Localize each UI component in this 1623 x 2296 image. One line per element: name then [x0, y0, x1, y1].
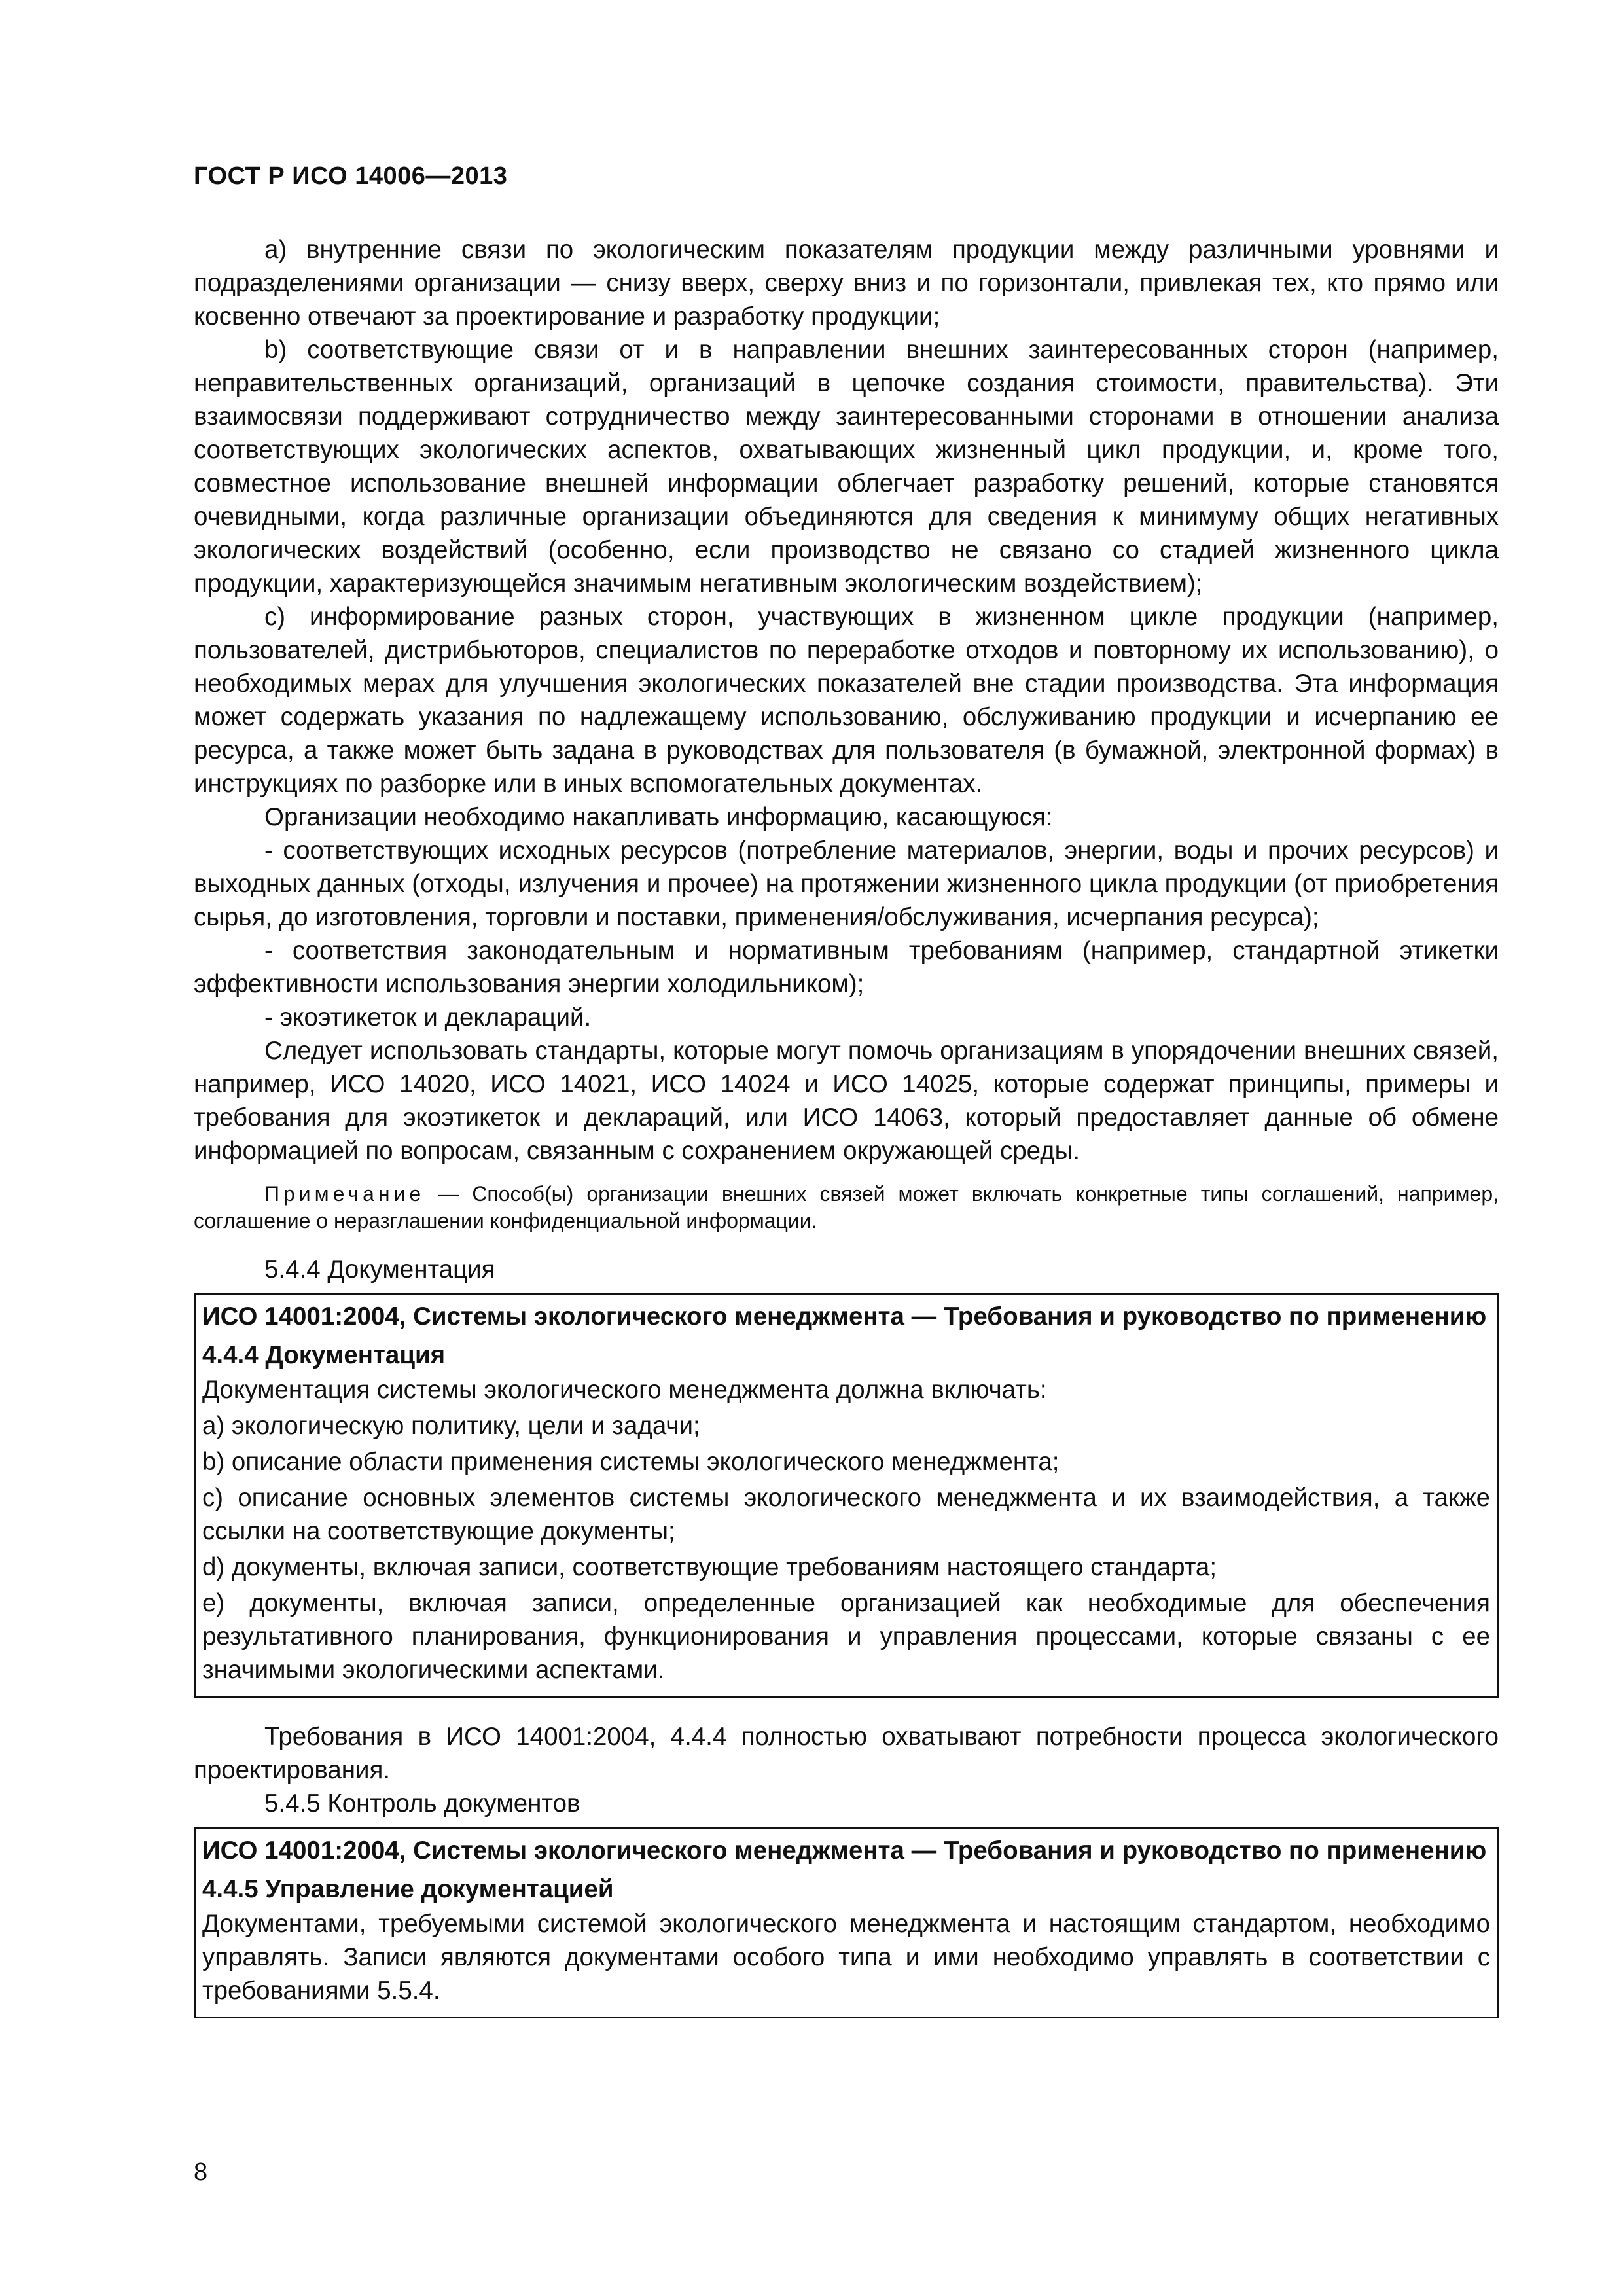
- quote-box-iso-14001-444: [194, 1293, 1499, 1698]
- quote-box-text: Документами, требуемыми системой экологического менеджмента и настоящим стандартом, необходимо управлять. Записи являются документами особого типа и ими необходимо управлять в соответствии с требованиями 5.5.4.: [202, 1910, 1490, 2005]
- bullet-ecolabels: - экоэтикеток и деклараций.: [264, 1003, 592, 1031]
- page-number: 8: [194, 2159, 208, 2186]
- quote-box-title: ИСО 14001:2004, Системы экологического менеджмента — Требования и руководство по применению: [202, 1302, 1487, 1331]
- quote-box-heading: 4.4.4 Документация: [202, 1341, 446, 1369]
- paragraph-item-c: c) информирование разных сторон, участвующих в жизненном цикле продукции (например, пользователей, дистрибьюторов, специалистов по переработке отходов и повторному их использованию), о необходимых мерах для улучшения экологических показателей вне стадии производства. Эта информация может содержать указания по надлежащему использованию, обслуживанию продукции и исчерпанию ее ресурса, а также может быть задана в руководствах для пользователя (в бумажной, электронной формах) в инструкциях по разборке или в иных вспомогательных документах.: [194, 603, 1499, 798]
- section-title-545: 5.4.5 Контроль документов: [264, 1789, 580, 1818]
- paragraph-standards: Следует использовать стандарты, которые могут помочь организациям в упорядочении внешних связей, например, ИСО 14020, ИСО 14021, ИСО 14024 и ИСО 14025, которые содержат принципы, примеры и требования для экоэтикеток и деклараций, или ИСО 14063, который предоставляет данные об обмене информацией по вопросам, связанным с сохранением окружающей среды.: [194, 1037, 1499, 1165]
- quote-box-heading: 4.4.5 Управление документацией: [202, 1875, 614, 1903]
- page-content: [194, 233, 1499, 2018]
- note-text: — Способ(ы) организации внешних связей может включать конкретные типы соглашений, например, соглашение о неразглашении конфиденциальной информации.: [194, 1182, 1499, 1232]
- paragraph-item-a: а) внутренние связи по экологическим показателям продукции между различными уровнями и подразделениями организации — снизу вверх, сверху вниз и по горизонтали, привлекая тех, кто прямо или косвенно отвечают за проектирование и разработку продукции;: [194, 236, 1499, 331]
- quote-box-item: c) описание основных элементов системы экологического менеджмента и их взаимодействия, а также ссылки на соответствующие документы;: [202, 1484, 1490, 1545]
- document-header: ГОСТ Р ИСО 14006—2013: [194, 162, 508, 190]
- bullet-compliance: - соответствия законодательным и нормативным требованиям (например, стандартной этикетки эффективности использования энергии холодильником);: [194, 937, 1499, 998]
- quote-box-item: b) описание области применения системы экологического менеджмента;: [202, 1448, 1060, 1476]
- quote-box-item: d) документы, включая записи, соответствующие требованиям настоящего стандарта;: [202, 1553, 1217, 1581]
- quote-box-intro: Документация системы экологического менеджмента должна включать:: [202, 1376, 1047, 1404]
- paragraph-after-box: Требования в ИСО 14001:2004, 4.4.4 полностью охватывают потребности процесса экологического проектирования.: [194, 1723, 1499, 1784]
- note-label: Примечание: [264, 1182, 425, 1206]
- quote-box-item: a) экологическую политику, цели и задачи;: [202, 1412, 700, 1440]
- quote-box-title: ИСО 14001:2004, Системы экологического менеджмента — Требования и руководство по применению: [202, 1837, 1487, 1865]
- section-title-544: 5.4.4 Документация: [264, 1255, 495, 1283]
- bullet-resources: - соответствующих исходных ресурсов (потребление материалов, энергии, воды и прочих ресурсов) и выходных данных (отходы, излучения и прочее) на протяжении жизненного цикла продукции (от приобретения сырья, до изготовления, торговли и поставки, применения/обслуживания, исчерпания ресурса);: [194, 836, 1499, 931]
- quote-box-iso-14001-445: [194, 1827, 1499, 2018]
- paragraph-info-intro: Организации необходимо накапливать информацию, касающуюся:: [264, 803, 1053, 831]
- paragraph-item-b: b) соответствующие связи от и в направлении внешних заинтересованных сторон (например, неправительственных организаций, организаций в цепочке создания стоимости, правительства). Эти взаимосвязи поддерживают сотрудничество между заинтересованными сторонами в отношении анализа соответствующих экологических аспектов, охватывающих жизненный цикл продукции, и, кроме того, совместное использование внешней информации облегчает разработку решений, которые становятся очевидными, когда различные организации объединяются для сведения к минимуму общих негативных экологических воздействий (особенно, если производство не связано со стадией жизненного цикла продукции, характеризующейся значимым негативным экологическим воздействием);: [194, 336, 1499, 598]
- note: [194, 1181, 1499, 1234]
- quote-box-item: e) документы, включая записи, определенные организацией как необходимые для обеспечения результативного планирования, функционирования и управления процессами, которые связаны с ее значимыми экологическими аспектами.: [202, 1589, 1490, 1684]
